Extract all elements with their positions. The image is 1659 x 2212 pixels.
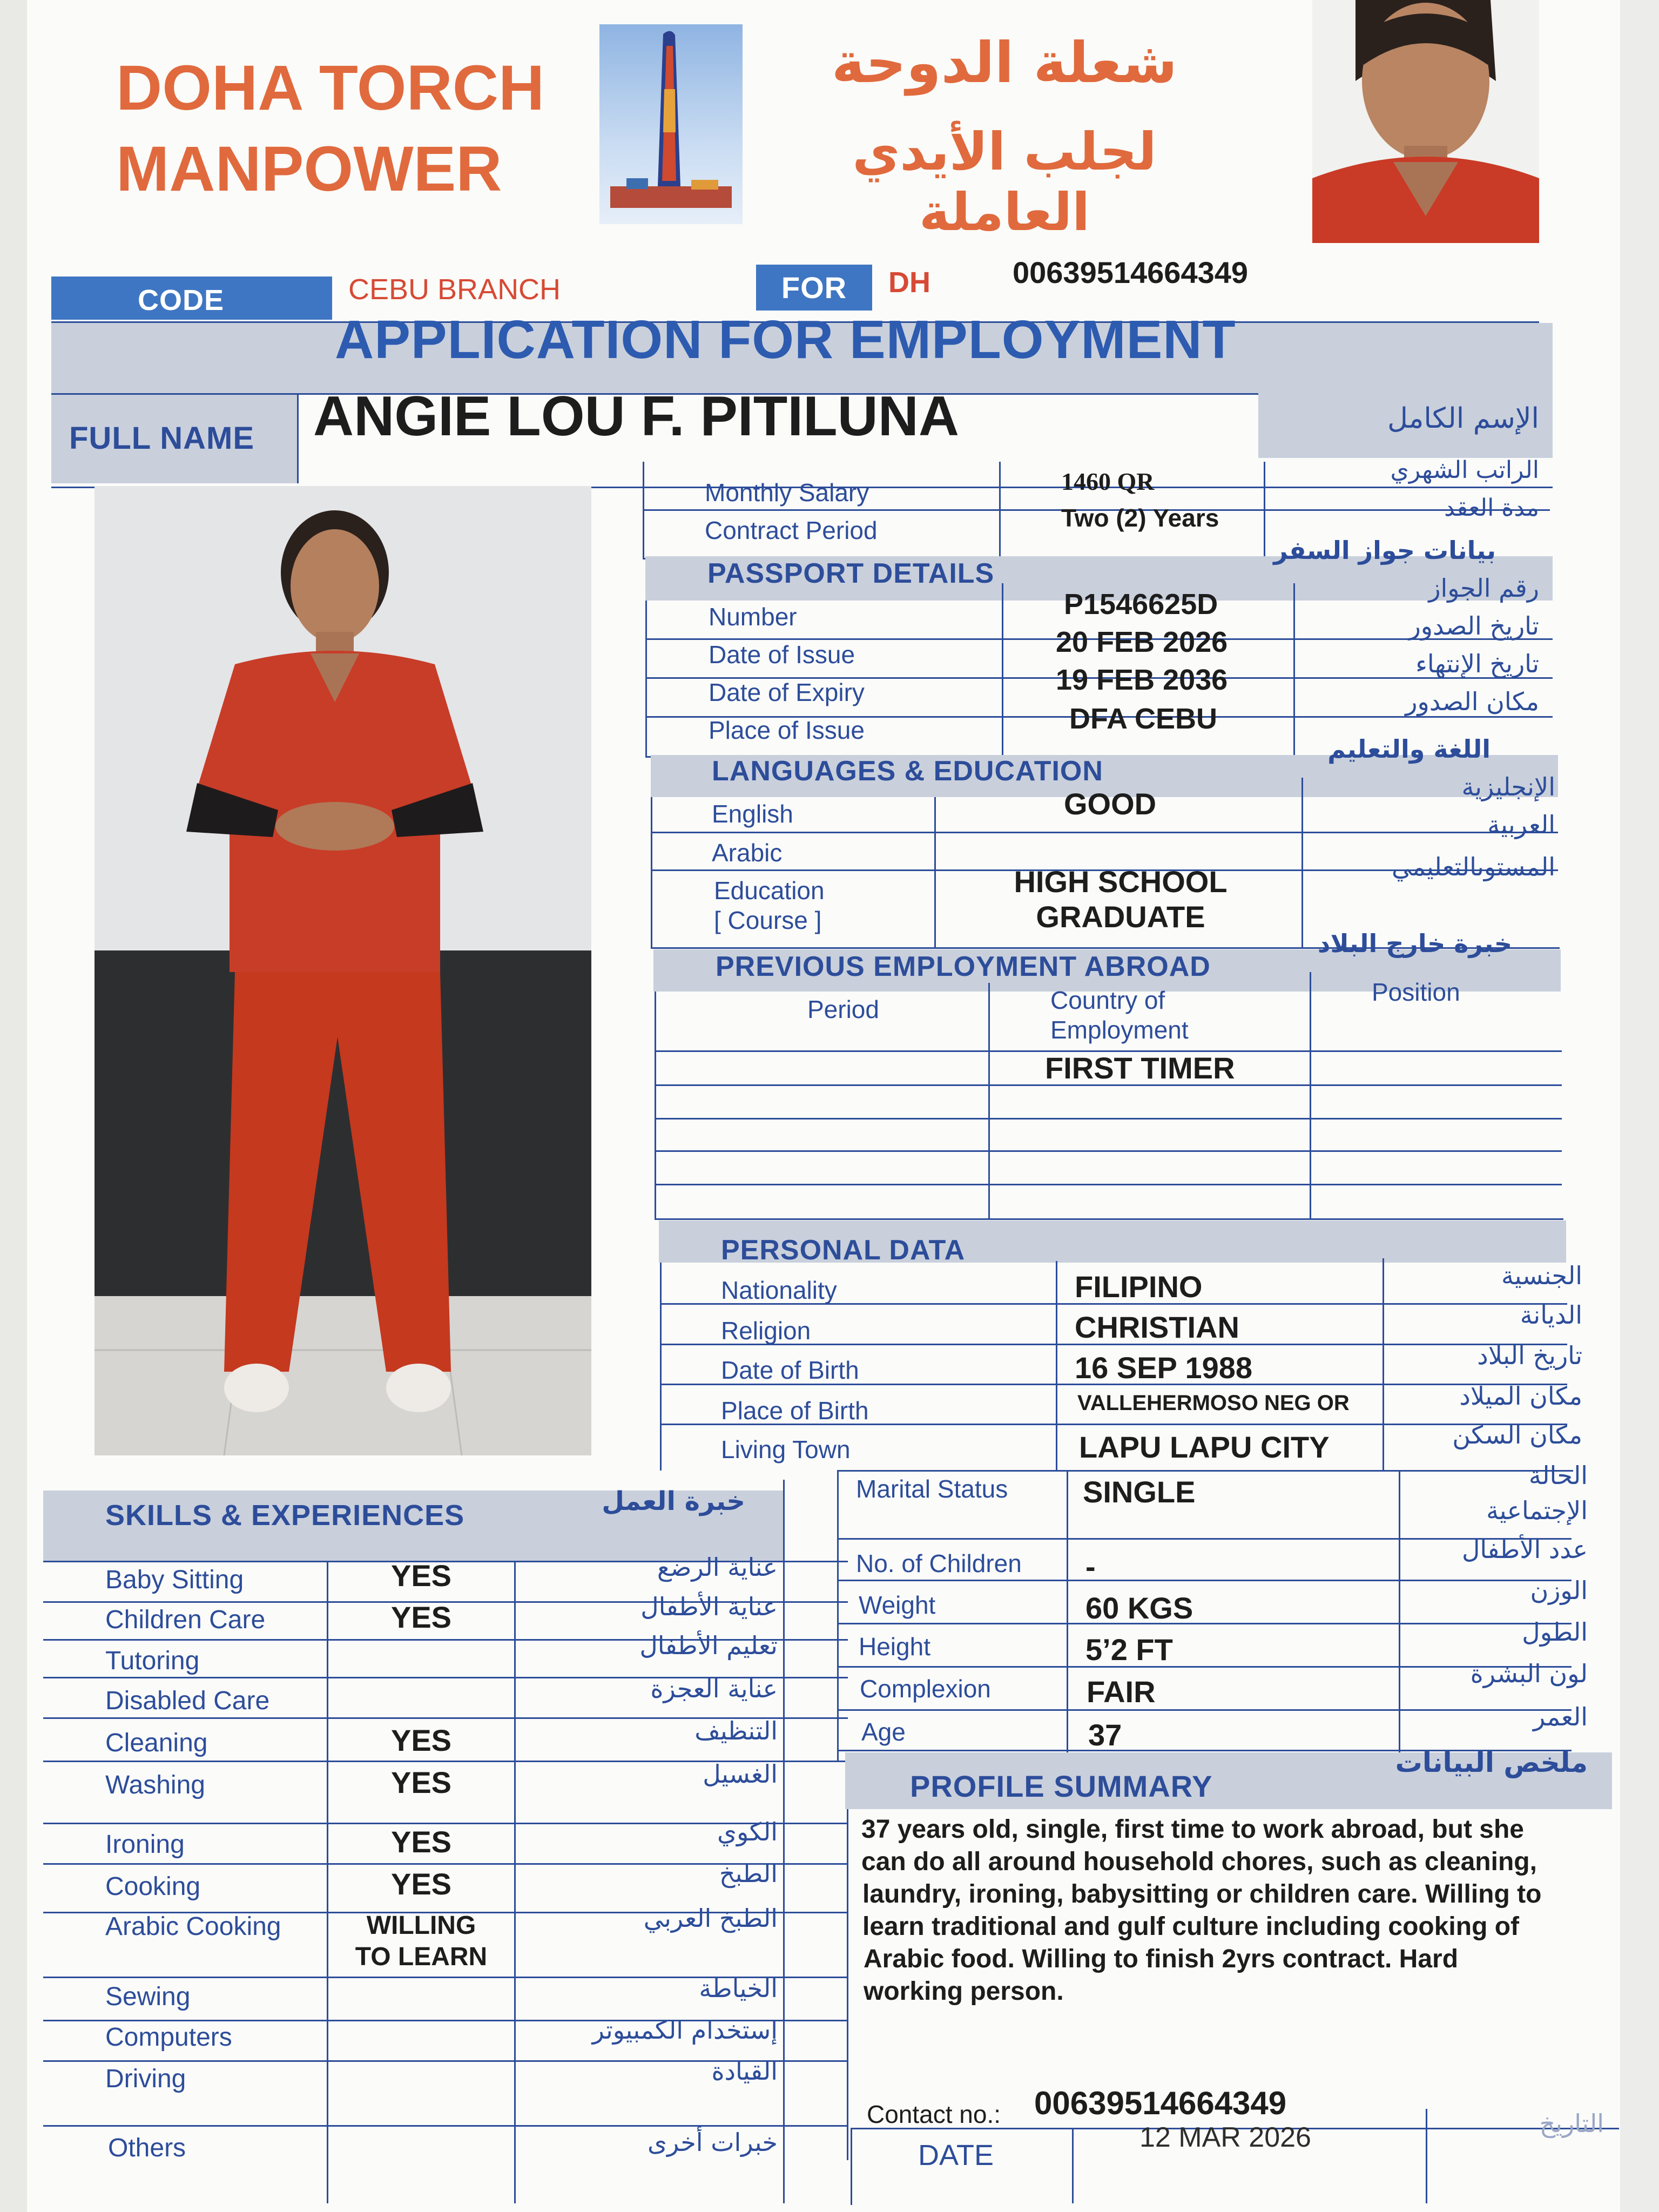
- languages-title-ar: اللغة والتعليم: [1327, 734, 1491, 764]
- skill-others-label: Others: [108, 2134, 186, 2162]
- skill-cooking-ar: الطبخ: [719, 1859, 778, 1888]
- height-ar: الطول: [1522, 1617, 1588, 1647]
- binder-edge: [0, 0, 27, 2212]
- skill-children-care-value: YES: [390, 1600, 452, 1634]
- profile-line-2: can do all around household chores, such as cleaning,: [861, 1847, 1537, 1876]
- skill-ironing-value: YES: [390, 1825, 452, 1859]
- passport-place-label: Place of Issue: [709, 716, 865, 744]
- dob-label: Date of Birth: [721, 1356, 859, 1384]
- marital-status-ar-line1: الحالة: [1528, 1461, 1588, 1490]
- skill-washing-label: Washing: [105, 1771, 205, 1799]
- languages-title: LANGUAGES & EDUCATION: [712, 756, 1103, 787]
- skill-children-care-label: Children Care: [105, 1606, 266, 1634]
- skill-cooking-value: YES: [390, 1867, 452, 1901]
- age-ar: العمر: [1533, 1702, 1588, 1731]
- arabic-label: Arabic: [712, 839, 783, 867]
- full-name-ar: الإسم الكامل: [1387, 402, 1539, 435]
- skill-disabled-care-label: Disabled Care: [105, 1687, 270, 1715]
- skill-computers-label: Computers: [105, 2023, 232, 2052]
- religion-label: Religion: [721, 1317, 811, 1345]
- age-value: 37: [1088, 1718, 1122, 1752]
- weight-ar: الوزن: [1530, 1576, 1588, 1605]
- passport-issue-value: 20 FEB 2026: [1056, 626, 1228, 658]
- education-label: Education: [714, 876, 825, 905]
- contract-period-ar: مدة العقد: [1444, 494, 1539, 522]
- living-town-value: LAPU LAPU CITY: [1079, 1430, 1330, 1464]
- skill-washing-value: YES: [390, 1765, 452, 1799]
- education-value-line1: HIGH SCHOOL: [1014, 865, 1228, 899]
- skill-cooking-label: Cooking: [105, 1872, 201, 1901]
- date-label: DATE: [918, 2139, 994, 2171]
- skill-others-ar: خبرات أخرى: [647, 2128, 778, 2157]
- complexion-label: Complexion: [860, 1675, 991, 1703]
- skill-washing-ar: الغسيل: [703, 1759, 778, 1789]
- skills-title-ar: خبرة العمل: [602, 1486, 745, 1516]
- profile-summary-title: PROFILE SUMMARY: [910, 1769, 1213, 1803]
- pob-value: VALLEHERMOSO NEG OR: [1077, 1391, 1350, 1415]
- skill-driving-label: Driving: [105, 2065, 186, 2093]
- contact-label: Contact no.:: [867, 2100, 1001, 2128]
- skill-computers-ar: إستخدام الكمبيوتر: [592, 2015, 778, 2045]
- passport-number-label: Number: [709, 603, 797, 631]
- skill-sewing-ar: الخياطة: [699, 1974, 778, 2003]
- salary-ar: الراتب الشهري: [1390, 456, 1539, 484]
- passport-title-ar: بيانات جواز السفر: [1273, 536, 1496, 565]
- height-label: Height: [859, 1633, 930, 1661]
- company-name-en-line1: DOHA TORCH: [116, 52, 545, 124]
- col-country-line1: Country of: [1050, 986, 1165, 1014]
- previous-employment-title-ar: خبرة خارج البلاد: [1317, 929, 1512, 958]
- for-label: FOR: [781, 271, 847, 305]
- education-ar: المستوىالتعليمي: [1391, 852, 1555, 881]
- contract-period-label: Contract Period: [705, 516, 878, 544]
- education-value-line2: GRADUATE: [1036, 900, 1205, 934]
- children-value: -: [1085, 1549, 1096, 1583]
- passport-expiry-value: 19 FEB 2036: [1056, 664, 1228, 696]
- children-ar: عدد الأطفال: [1461, 1535, 1588, 1564]
- english-label: English: [712, 800, 793, 828]
- company-name-ar-line1: شعلة الدوحة: [831, 30, 1178, 96]
- contact-value: 00639514664349: [1034, 2085, 1287, 2121]
- skill-disabled-care-ar: عناية العجزة: [650, 1674, 778, 1703]
- living-town-label: Living Town: [721, 1435, 851, 1464]
- religion-ar: الديانة: [1520, 1300, 1582, 1330]
- passport-issue-ar: تاريخ الصدور: [1408, 611, 1539, 640]
- col-country-line2: Employment: [1050, 1016, 1189, 1044]
- skills-title: SKILLS & EXPERIENCES: [105, 1499, 465, 1532]
- previous-employment-title: PREVIOUS EMPLOYMENT ABROAD: [716, 951, 1211, 982]
- employment-entry: FIRST TIMER: [1045, 1051, 1235, 1085]
- skill-tutoring-label: Tutoring: [105, 1647, 200, 1675]
- skill-ironing-label: Ironing: [105, 1830, 185, 1859]
- skill-arabic-cooking-value-line1: WILLING: [366, 1911, 476, 1940]
- company-name-en-line2: MANPOWER: [116, 133, 502, 205]
- passport-expiry-label: Date of Expiry: [709, 678, 865, 706]
- skill-arabic-cooking-ar: الطبخ العربي: [643, 1904, 778, 1933]
- applicant-headshot: [1312, 0, 1539, 243]
- skill-children-care-ar: عناية الأطفال: [640, 1592, 778, 1621]
- passport-expiry-ar: تاريخ الإنتهاء: [1415, 649, 1539, 678]
- passport-place-value: DFA CEBU: [1069, 703, 1218, 735]
- weight-value: 60 KGS: [1085, 1591, 1193, 1625]
- arabic-ar: العربية: [1487, 810, 1555, 839]
- profile-line-6: working person.: [864, 1977, 1064, 2006]
- dob-value: 16 SEP 1988: [1075, 1351, 1253, 1385]
- branch-value: CEBU BRANCH: [348, 273, 561, 306]
- passport-issue-label: Date of Issue: [709, 640, 855, 669]
- full-name-value: ANGIE LOU F. PITILUNA: [313, 385, 959, 448]
- english-ar: الإنجليزية: [1461, 772, 1555, 801]
- date-ar: التاريخ: [1539, 2109, 1604, 2138]
- code-label: CODE: [137, 284, 224, 316]
- skill-sewing-label: Sewing: [105, 1982, 191, 2011]
- marital-status-ar-line2: الإجتماعية: [1486, 1496, 1588, 1525]
- date-value: 12 MAR 2026: [1139, 2122, 1311, 2153]
- living-town-ar: مكان السكن: [1452, 1420, 1582, 1449]
- profile-line-3: laundry, ironing, babysitting or children care. Willing to: [862, 1880, 1542, 1908]
- marital-status-label: Marital Status: [856, 1475, 1008, 1503]
- torch-logo: [599, 24, 743, 224]
- code-phone: 00639514664349: [1013, 255, 1249, 289]
- nationality-ar: الجنسية: [1501, 1261, 1582, 1290]
- skill-baby-sitting-label: Baby Sitting: [105, 1566, 244, 1594]
- skill-cleaning-value: YES: [390, 1723, 452, 1757]
- applicant-full-photo: [95, 486, 591, 1455]
- profile-line-5: Arabic food. Willing to finish 2yrs contract. Hard: [864, 1945, 1459, 1973]
- profile-line-1: 37 years old, single, first time to work abroad, but she: [861, 1815, 1524, 1844]
- personal-data-title: PERSONAL DATA: [721, 1235, 966, 1266]
- education-label-course: [ Course ]: [714, 906, 822, 934]
- skill-arabic-cooking-label: Arabic Cooking: [105, 1912, 281, 1941]
- skill-cleaning-ar: التنظيف: [694, 1716, 778, 1745]
- complexion-ar: لون البشرة: [1470, 1659, 1588, 1688]
- nationality-label: Nationality: [721, 1276, 837, 1304]
- form-title: APPLICATION FOR EMPLOYMENT: [335, 309, 1236, 370]
- complexion-value: FAIR: [1087, 1675, 1156, 1709]
- passport-place-ar: مكان الصدور: [1405, 687, 1539, 716]
- skill-baby-sitting-value: YES: [390, 1559, 452, 1593]
- profile-line-4: learn traditional and gulf culture including cooking of: [862, 1912, 1520, 1941]
- dob-ar: تاريخ البلاد: [1477, 1341, 1582, 1370]
- skill-cleaning-label: Cleaning: [105, 1729, 208, 1757]
- contract-period-value: Two (2) Years: [1061, 504, 1219, 532]
- skill-driving-ar: القيادة: [711, 2056, 778, 2086]
- passport-number-ar: رقم الجواز: [1428, 574, 1539, 603]
- weight-label: Weight: [859, 1591, 936, 1619]
- english-value: GOOD: [1064, 787, 1157, 821]
- skill-ironing-ar: الكوي: [717, 1817, 778, 1846]
- skill-baby-sitting-ar: عناية الرضع: [657, 1553, 778, 1582]
- torch-icon: [599, 24, 743, 224]
- height-value: 5’2 FT: [1085, 1633, 1173, 1667]
- right-edge: [1620, 0, 1659, 2212]
- marital-status-value: SINGLE: [1083, 1475, 1196, 1509]
- salary-label: Monthly Salary: [705, 478, 869, 507]
- religion-value: CHRISTIAN: [1075, 1310, 1239, 1344]
- nationality-value: FILIPINO: [1075, 1270, 1203, 1304]
- children-label: No. of Children: [856, 1549, 1022, 1577]
- col-position: Position: [1372, 978, 1460, 1006]
- for-value: DH: [888, 266, 930, 299]
- salary-value: 1460 QR: [1061, 468, 1155, 495]
- pob-label: Place of Birth: [721, 1397, 869, 1425]
- skill-tutoring-ar: تعليم الأطفال: [639, 1631, 778, 1660]
- col-period: Period: [807, 995, 879, 1023]
- passport-number-value: P1546625D: [1064, 588, 1218, 621]
- skill-arabic-cooking-value-line2: TO LEARN: [355, 1943, 488, 1971]
- pob-ar: مكان الميلاد: [1459, 1381, 1582, 1411]
- age-label: Age: [861, 1718, 906, 1746]
- passport-title: PASSPORT DETAILS: [707, 558, 995, 589]
- profile-summary-title-ar: ملخص البيانات: [1395, 1747, 1588, 1778]
- company-name-ar-line2: لجلب الأيدي العاملة: [852, 122, 1157, 242]
- full-name-label: FULL NAME: [69, 421, 255, 456]
